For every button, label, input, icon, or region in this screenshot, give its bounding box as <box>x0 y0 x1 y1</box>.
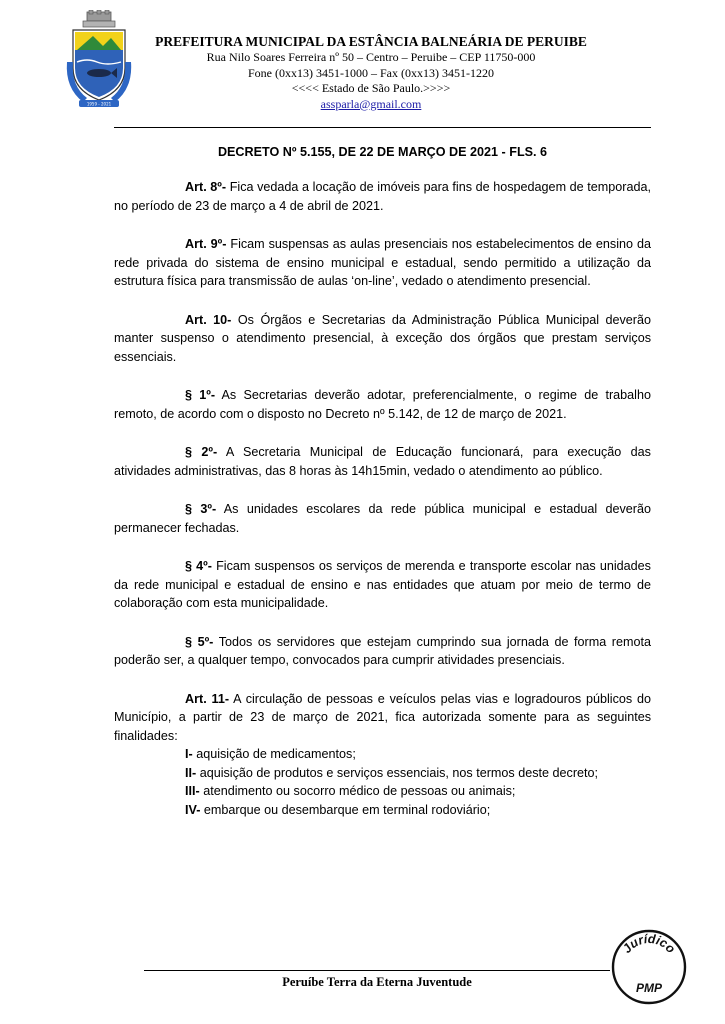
article-lead: Art. 10- <box>185 312 232 327</box>
item-lead: I- <box>185 747 193 761</box>
item-text: aquisição de medicamentos; <box>192 747 356 761</box>
paragraph-2 <box>114 443 651 480</box>
letterhead <box>132 34 610 112</box>
article-9 <box>114 235 651 291</box>
article-text: As unidades escolares da rede pública municipal e estadual deverão permanecer fechadas. <box>114 502 651 535</box>
list-item <box>114 801 651 820</box>
article-lead: § 4º- <box>185 559 212 573</box>
article-text: A circulação de pessoas e veículos pelas vias e logradouros públicos do Município, a partir de 23 de março de 2021, fica autorizada somente para as seguintes finalidades: <box>114 691 651 743</box>
article-text: Todos os servidores que estejam cumprindo sua jornada de forma remota poderão ser, a qualquer tempo, convocados para cumprir atividades presenciais. <box>114 634 651 667</box>
article-10 <box>114 311 651 367</box>
decree-title: DECRETO Nº 5.155, DE 22 DE MARÇO DE 2021 - FLS. 6 <box>217 145 548 159</box>
list-item <box>114 764 651 783</box>
article-11 <box>114 690 651 746</box>
footer-motto: Peruíbe Terra da Eterna Juventude <box>282 975 472 989</box>
article-text: Fica vedada a locação de imóveis para fins de hospedagem de temporada, no período de 23 de março a 4 de abril de 2021. <box>114 180 651 213</box>
paragraph-4 <box>114 557 651 613</box>
address-line: Rua Nilo Soares Ferreira nº 50 – Centro – Peruibe – CEP 11750-000 <box>206 50 536 64</box>
article-lead: Art. 11- <box>185 691 230 706</box>
paragraph-5 <box>114 633 651 670</box>
header-divider <box>114 127 651 128</box>
email-link[interactable]: assparla@gmail.com <box>320 96 422 111</box>
article-text: Ficam suspensos os serviços de merenda e transporte escolar nas unidades da rede municipal e estadual de ensino e nas entidades que atuam por meio de termo de colaboração com esta municipalidade. <box>114 559 651 610</box>
item-lead: II- <box>185 765 197 780</box>
article-lead: Art. 9º- <box>185 237 227 251</box>
svg-text:1959 - 2021: 1959 - 2021 <box>86 101 112 107</box>
item-text: aquisição de produtos e serviços essenciais, nos termos deste decreto; <box>196 765 599 780</box>
paragraph-1 <box>114 386 651 423</box>
municipal-coat-of-arms-icon <box>63 10 135 110</box>
item-text: atendimento ou socorro médico de pessoas ou animais; <box>199 784 516 798</box>
article-text: A Secretaria Municipal de Educação funcionará, para execução das atividades administrativas, das 8 horas às 14h15min, vedado o atendimento ao público. <box>114 445 651 478</box>
footer-divider <box>144 970 610 971</box>
item-lead: IV- <box>185 802 201 817</box>
article-lead: § 5º- <box>185 634 214 649</box>
article-lead: § 1º- <box>185 388 216 402</box>
article-text: Ficam suspensas as aulas presenciais nos estabelecimentos de ensino da rede privada do sistema de ensino municipal e estadual, sendo permitido a utilização da estrutura física para transmissão de aulas ‘on-line’, vedado o atendimento presencial. <box>114 237 651 288</box>
juridico-stamp-icon <box>610 928 688 1006</box>
phone-line: Fone (0xx13) 3451-1000 – Fax (0xx13) 3451-1220 <box>248 65 494 80</box>
article-text: Os Órgãos e Secretarias da Administração Pública Municipal deverão manter suspenso o atendimento presencial, à exceção dos órgãos que prestam serviços essenciais. <box>114 312 652 364</box>
list-item <box>114 782 651 801</box>
item-lead: III- <box>185 784 200 798</box>
item-text: embarque ou desembarque em terminal rodoviário; <box>200 802 491 817</box>
decree-body <box>114 178 651 819</box>
article-8 <box>114 178 651 215</box>
article-lead: Art. 8º- <box>185 180 227 194</box>
article-lead: § 2º- <box>185 445 218 459</box>
list-item <box>114 745 651 764</box>
state-line: <<<< Estado de São Paulo.>>>> <box>291 81 451 95</box>
organization-name: PREFEITURA MUNICIPAL DA ESTÂNCIA BALNEÁRIA DE PERUIBE <box>155 34 587 49</box>
paragraph-3 <box>114 500 651 537</box>
stamp-top-text: Jurídico <box>619 931 679 956</box>
stamp-bottom-text: PMP <box>635 981 663 995</box>
article-text: As Secretarias deverão adotar, preferencialmente, o regime de trabalho remoto, de acordo com o disposto no Decreto nº 5.142, de 12 de março de 2021. <box>114 388 651 421</box>
article-11-items <box>114 745 651 819</box>
article-lead: § 3º- <box>185 502 217 516</box>
